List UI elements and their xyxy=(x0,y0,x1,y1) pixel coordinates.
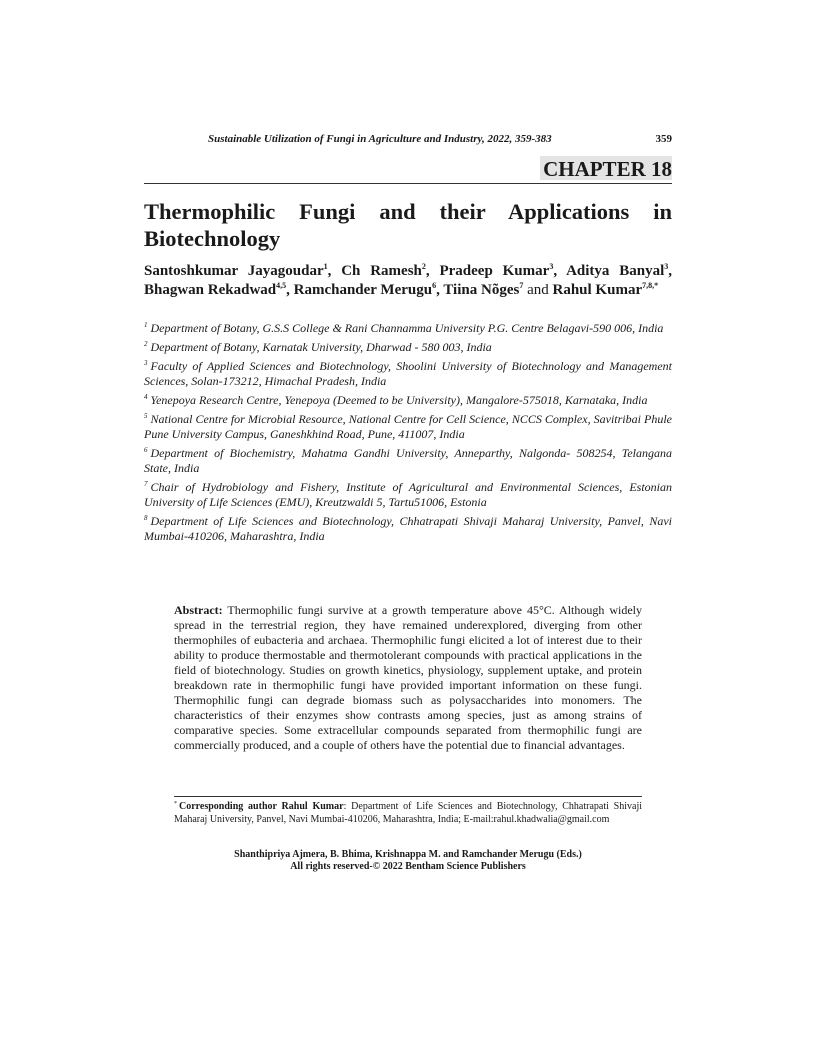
journal-name: Sustainable Utilization of Fungi in Agriculture and Industry xyxy=(208,133,482,145)
footnote-marker: * xyxy=(174,800,177,807)
abstract-label: Abstract: xyxy=(174,603,223,617)
author: Tiina Nõges$^7$ xyxy=(443,281,524,298)
author: Pradeep Kumar$^3$, xyxy=(439,262,567,279)
affiliation: $^7$ Chair of Hydrobiology and Fishery, Institute of Agricultural and Environmental Sciences, Estonian University of Life Sciences (EMU), Kreutzwaldi 5, Tartu51006, Estonia xyxy=(144,480,672,509)
affiliation-list xyxy=(144,321,672,548)
author: Ramchander Merugu$^6$, xyxy=(293,281,444,298)
author: Bhagwan Rekadwad$^{4,5}$, xyxy=(144,281,294,298)
corresponding-author-footnote xyxy=(174,800,642,826)
author-corresponding: Rahul Kumar$^{7,8,*}$ xyxy=(552,281,659,298)
authors-and: and xyxy=(527,282,549,298)
author: Aditya Banyal$^3$, xyxy=(566,262,673,279)
affiliation: $^3$ Faculty of Applied Sciences and Biotechnology, Shoolini University of Biotechnology and Management Sciences, Solan-173212, Himachal Pradesh, India xyxy=(144,359,672,388)
author: Ch Ramesh$^2$, xyxy=(341,262,440,279)
footnote-rule xyxy=(174,796,642,797)
chapter-label: CHAPTER 18 xyxy=(540,156,672,180)
affiliation: $^1$ Department of Botany, G.S.S College & Rani Channamma University P.G. Centre Belagavi-590 006, India xyxy=(144,321,664,335)
abstract xyxy=(174,603,642,753)
affiliation: $^8$ Department of Life Sciences and Biotechnology, Chhatrapati Shivaji Maharaj University, Panvel, Navi Mumbai-410206, Maharashtra, India xyxy=(144,514,672,543)
journal-citation xyxy=(208,133,552,145)
page-number: 359 xyxy=(655,133,672,145)
affiliation: $^6$ Department of Biochemistry, Mahatma Gandhi University, Anneparthy, Nalgonda- 508254, Telangana State, India xyxy=(144,446,672,475)
footnote-text: : Department of Life Sciences and Biotechnology, Chhatrapati Shivaji Maharaj University, Panvel, Navi Mumbai-410206, Maharashtra, India; E-mail:rahul.khadwalia@gmail.com xyxy=(174,801,643,825)
footnote-label: Corresponding author Rahul Kumar xyxy=(179,801,344,812)
affiliation: $^5$ National Centre for Microbial Resource, National Centre for Cell Science, NCCS Complex, Savitribai Phule Pune University Campus, Ganeshkhind Road, Pune, 411007, India xyxy=(144,412,672,441)
rights-line: All rights reserved-© 2022 Bentham Science Publishers xyxy=(290,861,526,872)
affiliation: $^4$ Yenepoya Research Centre, Yenepoya (Deemed to be University), Mangalore-575018, Karnataka, India xyxy=(144,393,648,407)
header-rule xyxy=(144,183,672,184)
journal-year-pages: , 2022, 359-383 xyxy=(481,133,552,145)
affiliation: $^2$ Department of Botany, Karnatak University, Dharwad - 580 003, India xyxy=(144,340,492,354)
editors-line: Shanthipriya Ajmera, B. Bhima, Krishnappa M. and Ramchander Merugu (Eds.) xyxy=(234,849,582,860)
editors-block xyxy=(144,849,672,873)
chapter-title: Thermophilic Fungi and their Applications in Biotechnology xyxy=(144,199,672,251)
author: Santoshkumar Jayagoudar$^1$, xyxy=(144,262,342,279)
author-list xyxy=(144,262,672,300)
abstract-text: Thermophilic fungi survive at a growth temperature above 45°C. Although widely spread in the terrestrial region, they have remained underexplored, diverging from other thermophiles of eubacteria and archaea. Thermophilic fungi elicited a lot of interest due to their ability to produce thermostable and thermotolerant compounds with practical applications in the field of biotechnology. Studies on growth kinetics, physiology, supplement uptake, and protein breakdown rate in thermophilic fungi have provided important information on these fungi. Thermophilic fungi can degrade biomass such as polysaccharides into monomers. The characteristics of their enzymes show contrasts among species, just as among strains of comparative species. Some extracellular compounds separated from thermophilic fungi are commercially produced, and a couple of others have the potential due to financial advantages. xyxy=(174,603,642,752)
